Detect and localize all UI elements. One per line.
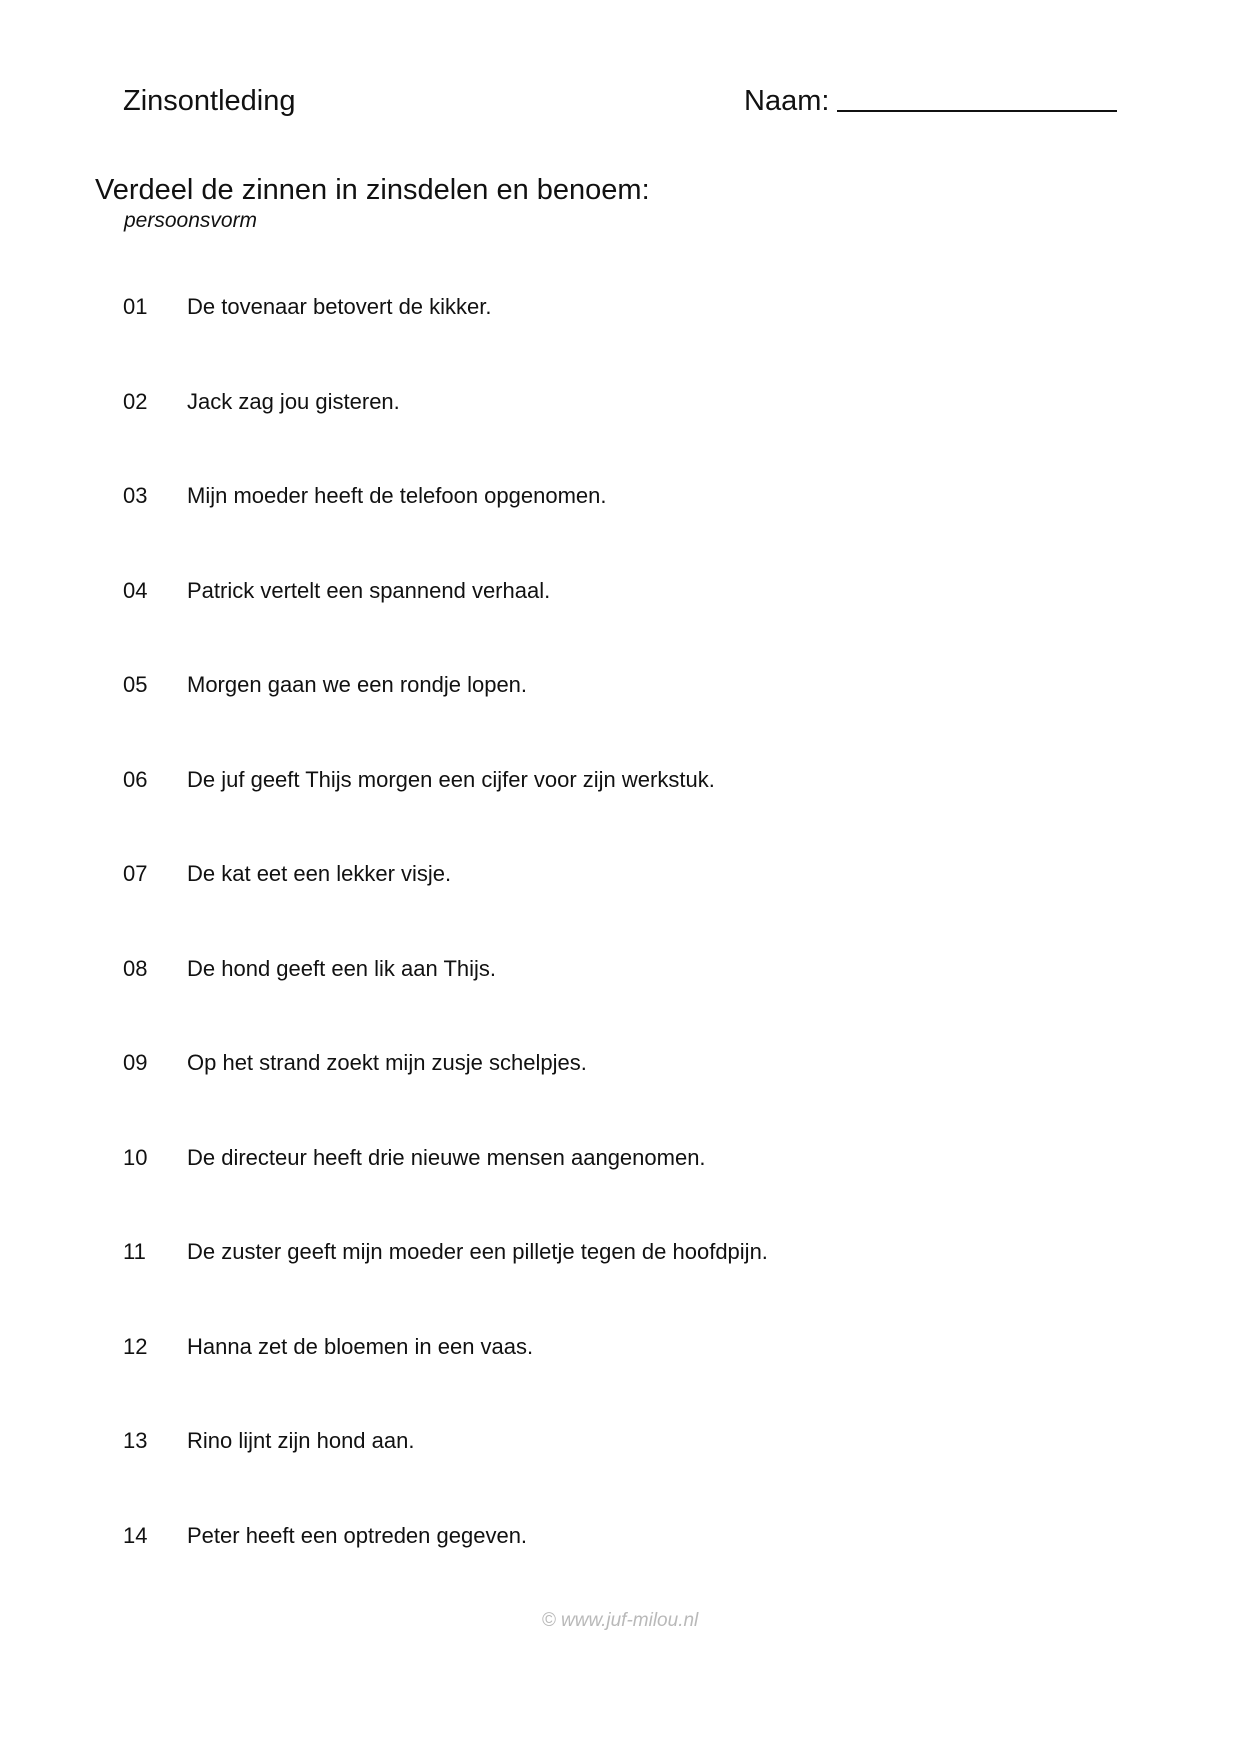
- footer-copyright: © www.juf-milou.nl: [541, 1610, 699, 1631]
- exercise-item: [123, 767, 1123, 862]
- exercise-sentence: De directeur heeft drie nieuwe mensen aangenomen.: [187, 1144, 706, 1170]
- name-blank-line: [837, 110, 1117, 112]
- exercise-number: 11: [123, 1239, 146, 1264]
- exercise-item: [123, 578, 1123, 673]
- instruction-heading: Verdeel de zinnen in zinsdelen en benoem:: [95, 174, 650, 206]
- exercise-number: 01: [123, 294, 148, 319]
- exercise-number: 06: [123, 766, 148, 792]
- exercise-number: 07: [123, 861, 148, 886]
- exercise-sentence: Peter heeft een optreden gegeven.: [187, 1522, 528, 1548]
- exercise-sentence: De zuster geeft mijn moeder een pilletje tegen de hoofdpijn.: [187, 1239, 768, 1264]
- exercise-item: [123, 861, 1123, 956]
- exercise-number: 03: [123, 483, 148, 508]
- exercise-item: [123, 1428, 1123, 1523]
- exercise-sentence: Rino lijnt zijn hond aan.: [187, 1428, 415, 1453]
- exercise-item: [123, 1523, 1123, 1618]
- exercise-number: 14: [123, 1522, 148, 1548]
- instruction-subtext: persoonsvorm: [124, 209, 258, 232]
- worksheet-title: Zinsontleding: [123, 85, 296, 117]
- name-label: Naam:: [744, 85, 830, 117]
- exercise-item: [123, 1239, 1123, 1334]
- exercise-item: [123, 1145, 1123, 1240]
- exercise-number: 08: [123, 955, 148, 981]
- exercise-sentence: De tovenaar betovert de kikker.: [187, 294, 492, 319]
- exercise-sentence: Mijn moeder heeft de telefoon opgenomen.: [187, 483, 607, 508]
- exercise-number: 02: [123, 388, 148, 414]
- name-field: [744, 84, 1117, 118]
- exercise-number: 13: [123, 1428, 148, 1453]
- exercise-number: 05: [123, 672, 148, 697]
- exercise-item: [123, 389, 1123, 484]
- exercise-sentence: Op het strand zoekt mijn zusje schelpjes.: [187, 1050, 587, 1075]
- exercise-item: [123, 956, 1123, 1051]
- exercise-number: 10: [123, 1144, 148, 1170]
- exercise-sentence: Jack zag jou gisteren.: [187, 388, 400, 414]
- exercise-sentence: De juf geeft Thijs morgen een cijfer voor zijn werkstuk.: [187, 766, 715, 792]
- exercise-sentence: Morgen gaan we een rondje lopen.: [187, 672, 528, 697]
- exercise-item: [123, 294, 1123, 389]
- exercise-item: [123, 483, 1123, 578]
- exercise-number: 04: [123, 577, 148, 603]
- exercise-list: [123, 294, 1123, 1617]
- exercise-sentence: De kat eet een lekker visje.: [187, 861, 452, 886]
- exercise-sentence: De hond geeft een lik aan Thijs.: [187, 955, 497, 981]
- exercise-number: 12: [123, 1333, 148, 1359]
- exercise-sentence: Patrick vertelt een spannend verhaal.: [187, 577, 551, 603]
- exercise-sentence: Hanna zet de bloemen in een vaas.: [187, 1333, 534, 1359]
- exercise-item: [123, 672, 1123, 767]
- exercise-item: [123, 1050, 1123, 1145]
- exercise-number: 09: [123, 1050, 148, 1075]
- exercise-item: [123, 1334, 1123, 1429]
